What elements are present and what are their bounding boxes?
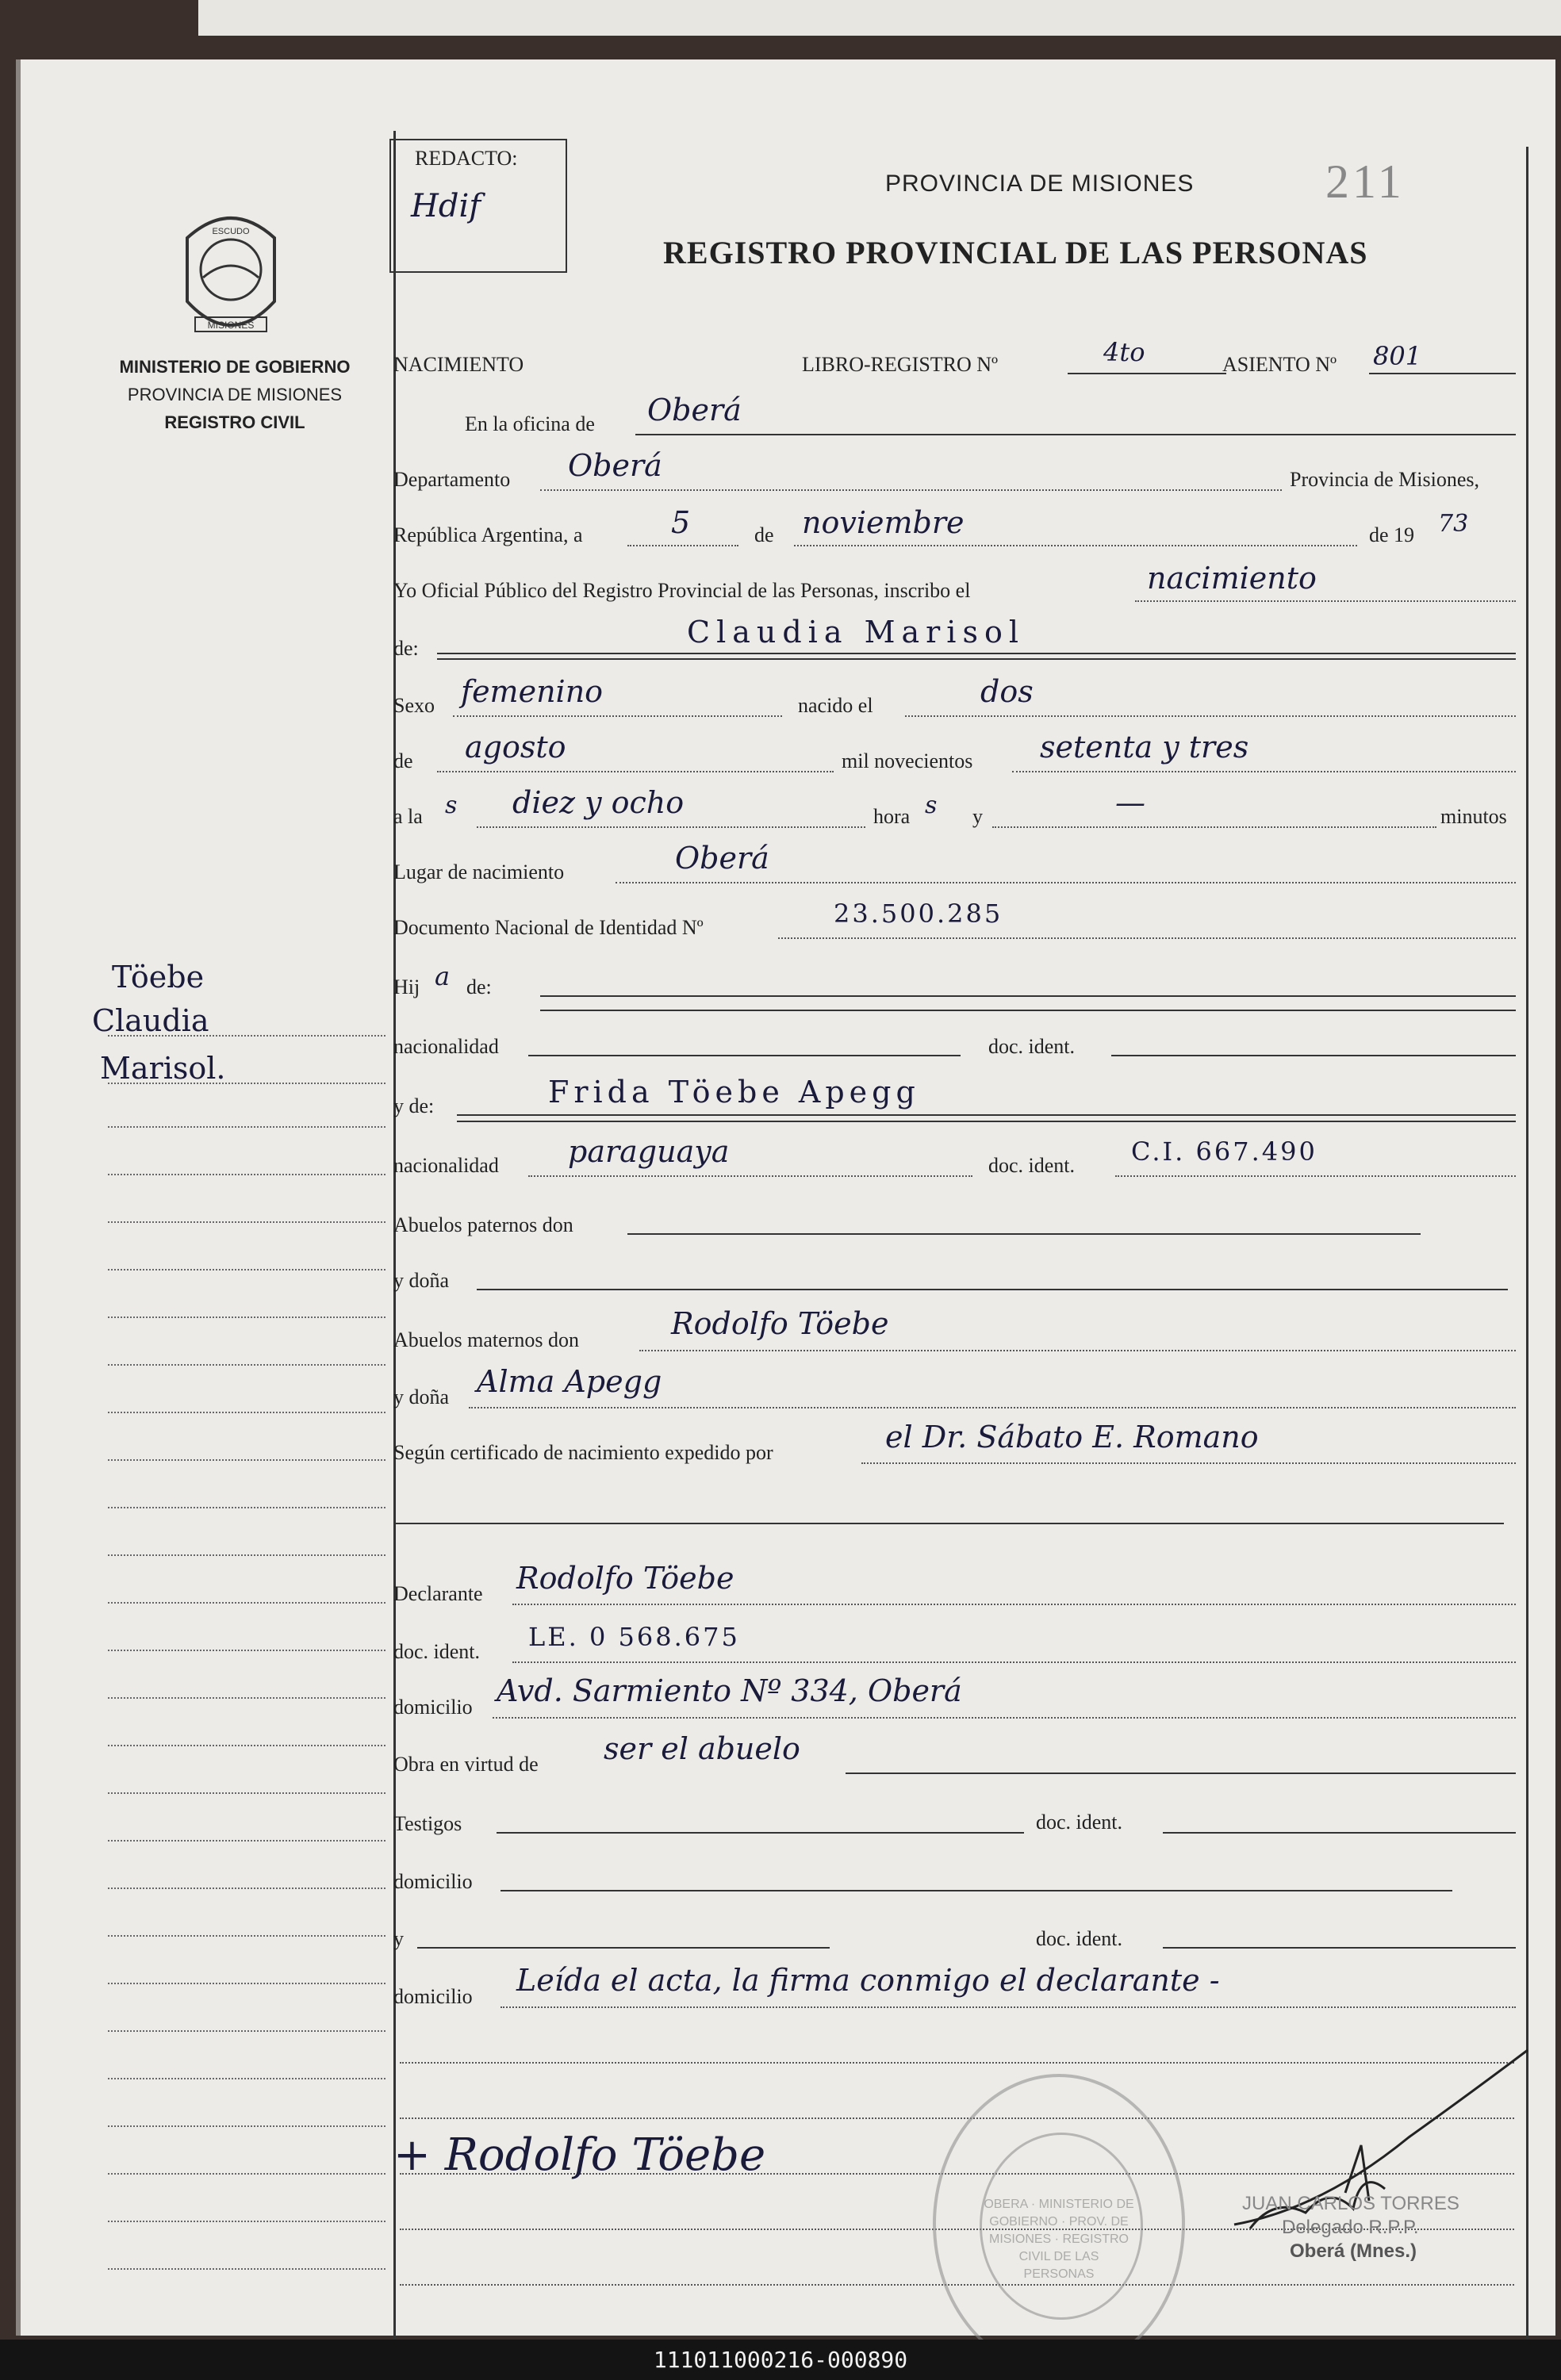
sexo-value: femenino: [461, 674, 604, 709]
province-heading: PROVINCIA DE MISIONES: [885, 171, 1195, 197]
obra-value: ser el abuelo: [604, 1731, 800, 1766]
declarante-value: Rodolfo Töebe: [516, 1561, 734, 1596]
declarante-label: Declarante: [393, 1582, 483, 1605]
margin-note-name-1: Claudia: [92, 1003, 209, 1038]
oficial-text: Yo Oficial Público del Registro Provincial de las Personas, inscribo el: [393, 579, 971, 602]
departamento-label: Departamento: [393, 468, 511, 491]
oficina-label: En la oficina de: [465, 412, 595, 435]
page-number: 211: [1325, 155, 1405, 208]
official-title: Delegado R.P.P.: [1282, 2217, 1419, 2238]
top-page-strip: [198, 0, 1561, 36]
official-place: Oberá (Mnes.): [1290, 2240, 1417, 2262]
hour-value: diez y ocho: [512, 785, 685, 820]
year-label: de 19: [1369, 523, 1415, 546]
official-name: JUAN CARLOS TORRES: [1242, 2193, 1459, 2214]
asiento-value: 801: [1373, 341, 1422, 371]
ministry-line-1: MINISTERIO DE GOBIERNO: [119, 357, 351, 377]
hij-label: Hij: [393, 975, 420, 998]
ala-label: a la: [393, 805, 423, 828]
testigo2-doc-label: doc. ident.: [1036, 1927, 1123, 1950]
right-rule: [1526, 147, 1528, 2351]
registered-name: Claudia Marisol: [687, 615, 1025, 650]
margin-note-surname: Töebe: [112, 960, 205, 995]
closing-statement: Leída el acta, la firma conmigo el declarante -: [516, 1963, 1220, 1998]
ministry-line-2: PROVINCIA DE MISIONES: [127, 385, 343, 404]
name-de-label: de:: [393, 637, 419, 660]
redacto-box: [389, 139, 567, 273]
provincia-suffix: Provincia de Misiones,: [1290, 468, 1480, 491]
birth-year-value: setenta y tres: [1040, 730, 1249, 765]
declarant-signature: + Rodolfo Töebe: [393, 2129, 766, 2181]
departamento-value: Oberá: [568, 448, 662, 483]
record-type-label: NACIMIENTO: [393, 353, 524, 376]
archive-id-footer: 111011000216-000890: [0, 2340, 1561, 2380]
abuela-materna-label: y doña: [393, 1385, 450, 1408]
father-nationality-label: nacionalidad: [393, 1035, 499, 1058]
republica-label: República Argentina, a: [393, 523, 583, 546]
mother-nationality: paraguaya: [568, 1134, 730, 1169]
redacto-value: Hdif: [411, 188, 481, 224]
obra-label: Obra en virtud de: [393, 1753, 539, 1776]
official-stamp: [933, 2074, 1185, 2374]
redacto-label: REDACTO:: [415, 147, 518, 170]
document-page: [16, 59, 1555, 2336]
asiento-label: ASIENTO Nº: [1222, 353, 1337, 376]
y-minutes-label: y: [972, 805, 983, 828]
declarante-doc-value: LE. 0 568.675: [528, 1622, 740, 1652]
abuelos-maternos-label: Abuelos maternos don: [393, 1328, 579, 1351]
declarante-doc-label: doc. ident.: [393, 1640, 481, 1663]
mother-doc-value: C.I. 667.490: [1131, 1136, 1317, 1167]
mother-doc-label: doc. ident.: [988, 1154, 1076, 1177]
registry-title: REGISTRO PROVINCIAL DE LAS PERSONAS: [663, 235, 1368, 270]
mother-yde-label: y de:: [393, 1094, 435, 1117]
libro-value: 4to: [1103, 337, 1145, 367]
lugar-value: Oberá: [675, 841, 769, 876]
nacido-value: dos: [980, 674, 1034, 709]
abuelos-paternos-label: Abuelos paternos don: [393, 1213, 573, 1236]
inscribo-value: nacimiento: [1147, 561, 1317, 596]
lugar-label: Lugar de nacimiento: [393, 860, 565, 883]
abuela-materna-value: Alma Apegg: [477, 1364, 662, 1399]
certificado-value: el Dr. Sábato E. Romano: [885, 1420, 1259, 1454]
margin-note-name-2: Marisol.: [100, 1051, 226, 1086]
minutes-value: —: [1115, 785, 1145, 820]
margin-rule: [393, 131, 396, 2359]
domicilio-label: domicilio: [393, 1696, 473, 1719]
birth-month-de-label: de: [393, 749, 413, 772]
domicilio-value: Avd. Sarmiento Nº 334, Oberá: [497, 1673, 962, 1708]
dni-label: Documento Nacional de Identidad Nº: [393, 916, 704, 939]
stamp-text: OBERA · MINISTERIO DE GOBIERNO · PROV. DE MISIONES · REGISTRO CIVIL DE LAS PERSONAS: [984, 2198, 1134, 2281]
sexo-label: Sexo: [393, 694, 435, 717]
province-seal: [171, 206, 290, 349]
day-value: 5: [671, 505, 691, 540]
birth-month-value: agosto: [465, 730, 566, 765]
testigo1-domicilio-label: domicilio: [393, 1870, 473, 1893]
testigo2-y-label: y: [393, 1927, 404, 1950]
abuela-paterna-label: y doña: [393, 1269, 450, 1292]
hij-de-label: de:: [466, 975, 492, 998]
hora-suffix: s: [925, 791, 938, 819]
hij-suffix: a: [435, 961, 451, 991]
year-value: 73: [1438, 510, 1469, 538]
certificado-label: Según certificado de nacimiento expedido por: [393, 1441, 773, 1464]
seal-ribbon-text: MISIONES: [207, 320, 255, 331]
seal-top-text: ESCUDO: [212, 227, 250, 236]
libro-label: LIBRO-REGISTRO Nº: [802, 353, 999, 376]
ministry-line-3: REGISTRO CIVIL: [164, 412, 305, 432]
mother-name: Frida Töebe Apegg: [548, 1075, 920, 1110]
nacido-label: nacido el: [798, 694, 873, 717]
month-value: noviembre: [802, 505, 965, 540]
minutos-label: minutos: [1440, 805, 1507, 828]
testigos-label: Testigos: [393, 1812, 462, 1835]
father-doc-label: doc. ident.: [988, 1035, 1076, 1058]
testigo1-doc-label: doc. ident.: [1036, 1811, 1123, 1834]
oficina-value: Oberá: [647, 393, 742, 427]
mil-novecientos-label: mil novecientos: [842, 749, 973, 772]
hora-label: hora: [873, 805, 911, 828]
mother-nationality-label: nacionalidad: [393, 1154, 499, 1177]
dni-value: 23.500.285: [834, 899, 1003, 929]
abuelo-materno-value: Rodolfo Töebe: [671, 1306, 889, 1341]
month-de-label: de: [754, 523, 774, 546]
testigo2-domicilio-label: domicilio: [393, 1985, 473, 2008]
ala-suffix: s: [445, 791, 458, 819]
